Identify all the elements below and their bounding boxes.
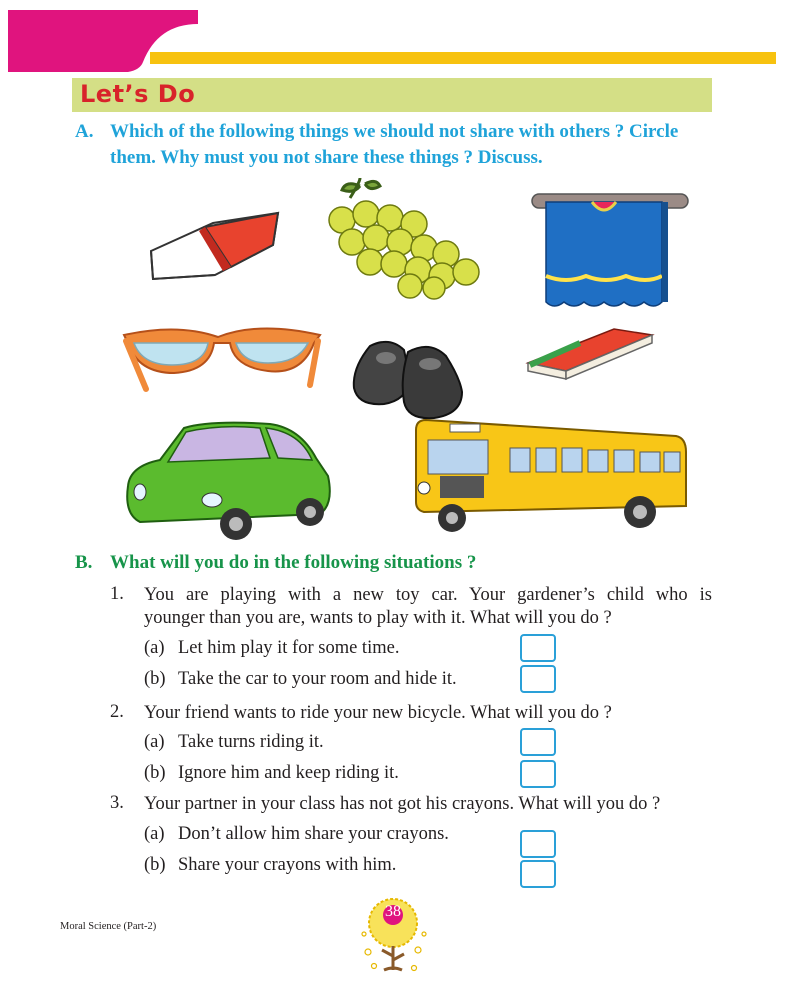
item-1-option-a-text: Let him play it for some time. [178, 638, 400, 658]
towel-icon[interactable] [526, 184, 692, 314]
sunglasses-icon[interactable] [118, 315, 326, 395]
item-2-option-b-checkbox[interactable] [520, 760, 556, 788]
item-1-number: 1. [110, 584, 124, 604]
footer-book-title: Moral Science (Part-2) [60, 921, 157, 932]
section-b-title: What will you do in the following situations ? [110, 552, 477, 573]
section-a-question-line1: Which of the following things we should not share with others ? Circle [110, 121, 679, 142]
item-1-question-line1: You are playing with a new toy car. Your gardener’s child who is [144, 585, 712, 605]
book-icon[interactable] [524, 325, 656, 383]
item-3-option-a-checkbox[interactable] [520, 830, 556, 858]
section-a-letter: A. [75, 121, 94, 142]
item-3-question: Your partner in your class has not got his crayons. What will you do ? [144, 794, 661, 814]
car-icon[interactable] [120, 418, 340, 540]
section-banner [72, 78, 712, 112]
item-2-question: Your friend wants to ride your new bicycle. What will you do ? [144, 703, 612, 723]
item-1-option-a-letter: (a) [144, 638, 165, 658]
item-2-option-b-letter: (b) [144, 763, 166, 783]
item-2-number: 2. [110, 702, 124, 722]
section-a-question-line2: them. Why must you not share these things ? Discuss. [110, 147, 543, 168]
bus-icon[interactable] [410, 418, 692, 536]
page-title: Let’s Do [80, 80, 196, 108]
page-number: 38 [385, 903, 401, 920]
eraser-icon[interactable] [143, 205, 283, 285]
item-1-option-b-checkbox[interactable] [520, 665, 556, 693]
item-2-option-b-text: Ignore him and keep riding it. [178, 763, 399, 783]
item-3-option-b-checkbox[interactable] [520, 860, 556, 888]
item-1-option-b-text: Take the car to your room and hide it. [178, 669, 457, 689]
item-3-option-a-letter: (a) [144, 824, 165, 844]
section-b-letter: B. [75, 552, 93, 573]
item-1-question-line2: younger than you are, wants to play with it. What will you do ? [144, 608, 612, 628]
item-2-option-a-text: Take turns riding it. [178, 732, 324, 752]
item-1-option-b-letter: (b) [144, 669, 166, 689]
item-3-option-a-text: Don’t allow him share your crayons. [178, 824, 449, 844]
item-3-option-b-letter: (b) [144, 855, 166, 875]
item-2-option-a-checkbox[interactable] [520, 728, 556, 756]
item-3-option-b-text: Share your crayons with him. [178, 855, 397, 875]
item-3-number: 3. [110, 793, 124, 813]
top-stripe [150, 52, 776, 64]
item-2-option-a-letter: (a) [144, 732, 165, 752]
item-1-option-a-checkbox[interactable] [520, 634, 556, 662]
grapes-icon[interactable] [320, 178, 490, 300]
shoes-icon[interactable] [350, 322, 470, 422]
